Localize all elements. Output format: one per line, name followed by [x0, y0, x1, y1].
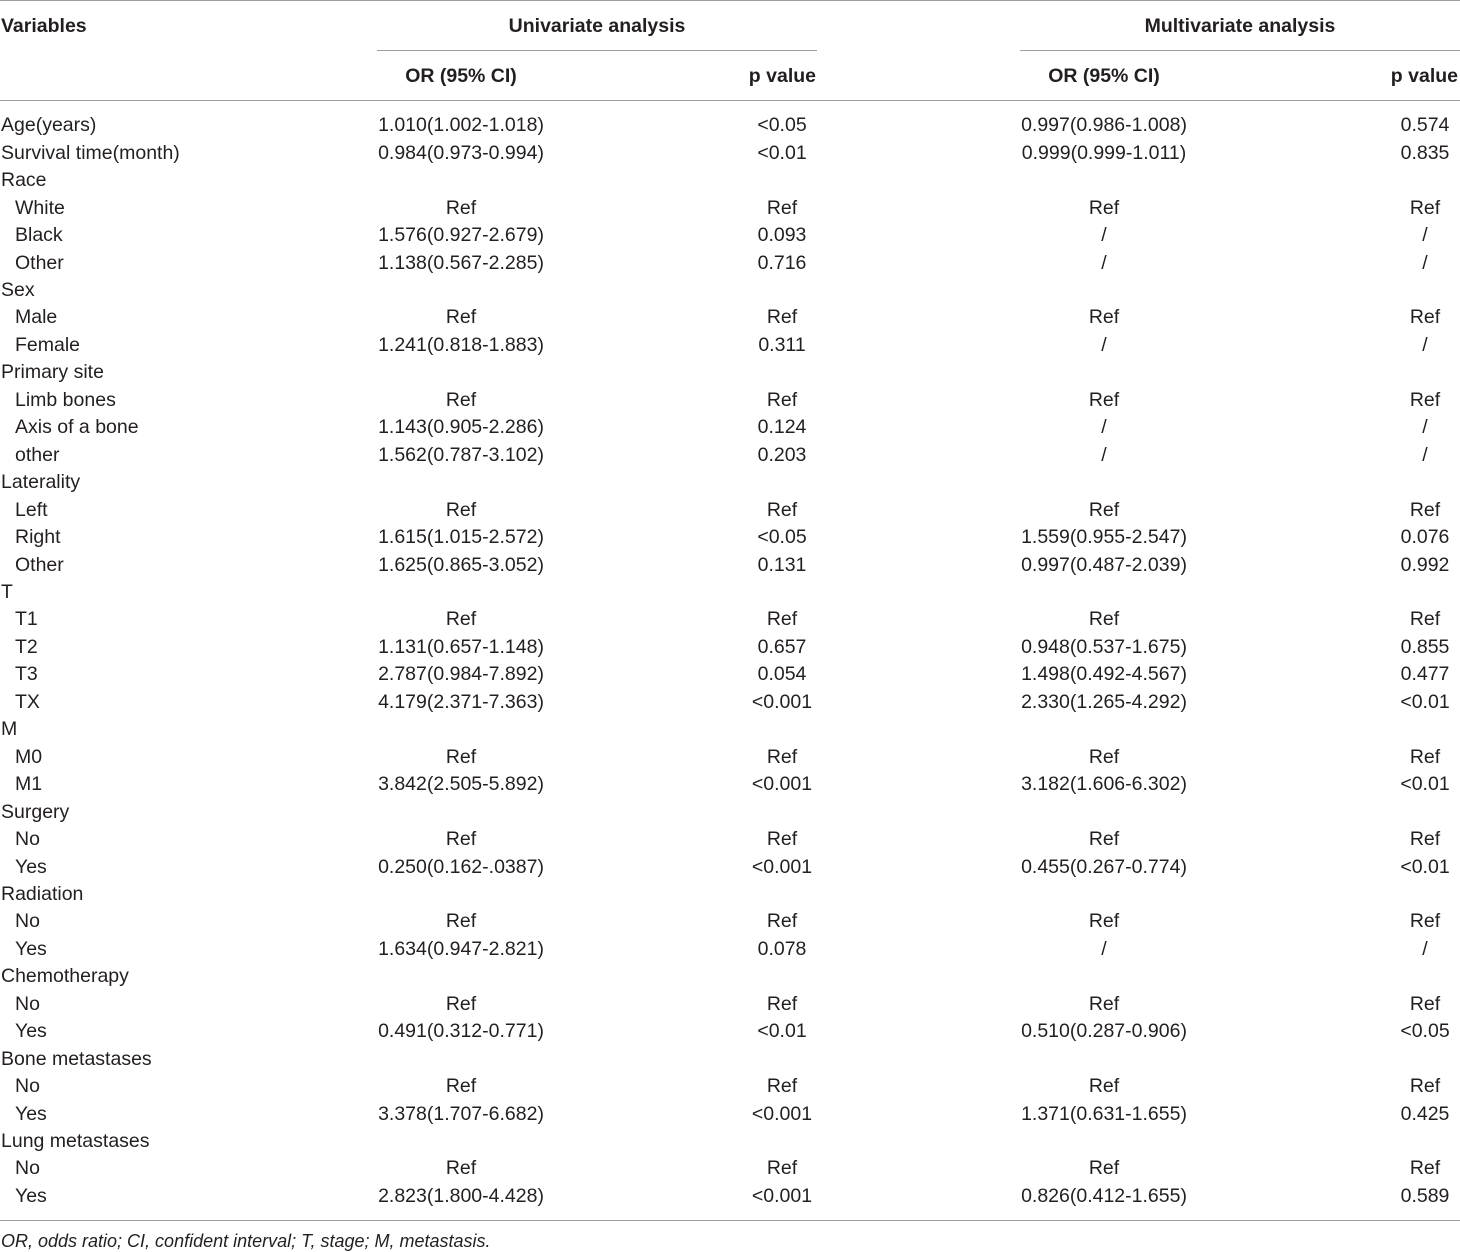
table-subrow [0, 634, 1460, 661]
univariate-or-cell: 1.131(0.657-1.148) [378, 635, 544, 658]
subrow-label: Male [15, 306, 58, 329]
multivariate-p-cell: <0.05 [1400, 1020, 1450, 1043]
multivariate-p-cell: 0.835 [1400, 141, 1450, 164]
multivariate-or-cell: / [1101, 251, 1107, 274]
multivariate-or-cell: Ref [1088, 992, 1120, 1015]
univariate-p-cell: <0.001 [751, 1102, 813, 1125]
univariate-or-cell: 1.576(0.927-2.679) [378, 224, 544, 247]
multivariate-or-cell: 0.455(0.267-0.774) [1021, 855, 1187, 878]
table-subrow [0, 661, 1460, 688]
multivariate-p-cell: / [1422, 251, 1428, 274]
univariate-or-cell: 1.625(0.865-3.052) [378, 553, 544, 576]
subrow-label: Black [15, 224, 63, 247]
row-label: Survival time(month) [1, 141, 180, 164]
multivariate-or-cell: / [1101, 416, 1107, 439]
table-row [0, 716, 1460, 743]
subrow-label: Other [15, 251, 64, 274]
univariate-or-cell: 1.615(1.015-2.572) [378, 526, 544, 549]
multivariate-p-cell: Ref [1409, 1157, 1441, 1180]
subrow-label: Yes [15, 1102, 47, 1125]
table-row [0, 167, 1460, 194]
table-row [0, 359, 1460, 386]
univariate-or-cell: Ref [445, 1075, 477, 1098]
univariate-p-cell: 0.203 [757, 443, 807, 466]
univariate-p-cell: <0.05 [757, 114, 807, 137]
table-body [0, 112, 1460, 1210]
subrow-label: No [15, 1157, 40, 1180]
multivariate-or-cell: Ref [1088, 910, 1120, 933]
univariate-p-cell: Ref [766, 828, 798, 851]
subrow-label: Axis of a bone [15, 416, 139, 439]
multivariate-or-cell: 1.371(0.631-1.655) [1021, 1102, 1187, 1125]
row-label: Surgery [1, 800, 70, 823]
table-subrow [0, 414, 1460, 441]
multivariate-p-cell: <0.01 [1400, 773, 1450, 796]
table-row [0, 881, 1460, 908]
table-subrow [0, 1183, 1460, 1210]
row-label: T [1, 580, 13, 603]
univariate-or-cell: 1.010(1.002-1.018) [378, 114, 544, 137]
subrow-label: Yes [15, 1184, 47, 1207]
univariate-p-cell: 0.124 [757, 416, 807, 439]
subrow-label: Right [15, 526, 61, 549]
univariate-p-cell: Ref [766, 992, 798, 1015]
table-row [0, 469, 1460, 496]
multivariate-or-cell: Ref [1088, 828, 1120, 851]
table-subrow [0, 222, 1460, 249]
subrow-label: M0 [15, 745, 43, 768]
univariate-p-cell: <0.001 [751, 773, 813, 796]
univariate-p-cell: <0.05 [757, 526, 807, 549]
multivariate-or-cell: / [1101, 443, 1107, 466]
multivariate-p-cell: Ref [1409, 828, 1441, 851]
table-subrow [0, 854, 1460, 881]
univariate-p-cell: 0.131 [757, 553, 807, 576]
multivariate-p-cell: <0.01 [1400, 690, 1450, 713]
subrow-label: Yes [15, 855, 47, 878]
subrow-label: No [15, 828, 40, 851]
multivariate-or-cell: Ref [1088, 1157, 1120, 1180]
univariate-or-cell: Ref [445, 196, 477, 219]
univariate-or-cell: 2.787(0.984-7.892) [378, 663, 544, 686]
multivariate-p-cell: Ref [1409, 306, 1441, 329]
multivariate-or-cell: 1.498(0.492-4.567) [1021, 663, 1187, 686]
univariate-or-cell: 1.138(0.567-2.285) [378, 251, 544, 274]
row-label: Bone metastases [1, 1047, 152, 1070]
univariate-p-cell: Ref [766, 498, 798, 521]
table-subrow [0, 606, 1460, 633]
subrow-label: Female [15, 333, 81, 356]
univariate-or-cell: Ref [445, 388, 477, 411]
row-label: Race [1, 169, 47, 192]
multivariate-p-cell: 0.574 [1400, 114, 1450, 137]
multivariate-or-cell: 0.826(0.412-1.655) [1021, 1184, 1187, 1207]
row-label: Chemotherapy [1, 965, 129, 988]
univariate-or-cell: 3.842(2.505-5.892) [378, 773, 544, 796]
table-subrow [0, 771, 1460, 798]
multivariate-or-cell: 0.948(0.537-1.675) [1021, 635, 1187, 658]
multivariate-p-cell: 0.425 [1400, 1102, 1450, 1125]
subrow-label: White [15, 196, 65, 219]
table-subrow [0, 744, 1460, 771]
table-subrow [0, 826, 1460, 853]
subrow-label: T2 [15, 635, 38, 658]
multivariate-or-cell: Ref [1088, 608, 1120, 631]
univariate-p-cell: Ref [766, 306, 798, 329]
table-subrow [0, 991, 1460, 1018]
multivariate-or-cell: Ref [1088, 388, 1120, 411]
multivariate-p-cell: Ref [1409, 910, 1441, 933]
univariate-p-cell: 0.093 [757, 224, 807, 247]
header-multivariate-p-value: p value [1390, 65, 1458, 87]
multivariate-or-cell: / [1101, 937, 1107, 960]
multivariate-p-cell: Ref [1409, 608, 1441, 631]
univariate-p-cell: 0.716 [757, 251, 807, 274]
subrow-label: T1 [15, 608, 38, 631]
multivariate-p-cell: 0.076 [1400, 526, 1450, 549]
multivariate-p-cell: Ref [1409, 388, 1441, 411]
subrow-label: Other [15, 553, 64, 576]
subrow-label: other [15, 443, 60, 466]
table-subrow [0, 332, 1460, 359]
header-univariate-or: OR (95% CI) [405, 65, 517, 87]
table-row [0, 112, 1460, 139]
univariate-header-rule [377, 50, 817, 51]
table-subrow [0, 1155, 1460, 1182]
table-subrow [0, 689, 1460, 716]
univariate-or-cell: Ref [445, 745, 477, 768]
multivariate-p-cell: / [1422, 224, 1428, 247]
univariate-p-cell: Ref [766, 388, 798, 411]
multivariate-p-cell: Ref [1409, 1075, 1441, 1098]
subrow-label: Left [15, 498, 48, 521]
subrow-label: No [15, 910, 40, 933]
multivariate-or-cell: 0.510(0.287-0.906) [1021, 1020, 1187, 1043]
table-subrow [0, 524, 1460, 551]
table-row [0, 1128, 1460, 1155]
subrow-label: Yes [15, 937, 47, 960]
univariate-p-cell: <0.001 [751, 855, 813, 878]
table-footnote: OR, odds ratio; CI, confident interval; T, stage; M, metastasis. [1, 1231, 491, 1251]
table-subrow [0, 908, 1460, 935]
univariate-or-cell: 0.491(0.312-0.771) [378, 1020, 544, 1043]
multivariate-or-cell: 0.999(0.999-1.011) [1021, 141, 1187, 164]
multivariate-p-cell: Ref [1409, 745, 1441, 768]
univariate-or-cell: 1.241(0.818-1.883) [378, 333, 544, 356]
row-label: M [1, 718, 18, 741]
header-multivariate-or: OR (95% CI) [1048, 65, 1160, 87]
multivariate-or-cell: 2.330(1.265-4.292) [1021, 690, 1187, 713]
univariate-p-cell: <0.001 [751, 1184, 813, 1207]
table-row [0, 140, 1460, 167]
table-subrow [0, 936, 1460, 963]
table-row [0, 579, 1460, 606]
univariate-or-cell: 4.179(2.371-7.363) [378, 690, 544, 713]
multivariate-p-cell: Ref [1409, 498, 1441, 521]
multivariate-or-cell: 0.997(0.986-1.008) [1021, 114, 1187, 137]
row-label: Sex [1, 278, 35, 301]
table-subrow [0, 1073, 1460, 1100]
table-row [0, 1046, 1460, 1073]
univariate-or-cell: Ref [445, 992, 477, 1015]
header-multivariate-analysis: Multivariate analysis [1144, 15, 1336, 37]
table-subrow [0, 250, 1460, 277]
table-subrow [0, 1101, 1460, 1128]
table-bottom-rule [0, 1220, 1460, 1221]
subrow-label: Limb bones [15, 388, 116, 411]
multivariate-p-cell: / [1422, 416, 1428, 439]
univariate-p-cell: Ref [766, 1075, 798, 1098]
row-label: Lung metastases [1, 1130, 150, 1153]
multivariate-p-cell: 0.855 [1400, 635, 1450, 658]
table-subrow [0, 497, 1460, 524]
univariate-or-cell: 1.143(0.905-2.286) [378, 416, 544, 439]
row-label: Laterality [1, 471, 81, 494]
univariate-or-cell: Ref [445, 828, 477, 851]
univariate-p-cell: <0.001 [751, 690, 813, 713]
multivariate-header-rule [1020, 50, 1460, 51]
univariate-or-cell: Ref [445, 498, 477, 521]
univariate-or-cell: Ref [445, 306, 477, 329]
univariate-p-cell: Ref [766, 745, 798, 768]
univariate-or-cell: Ref [445, 1157, 477, 1180]
header-univariate-p-value: p value [748, 65, 816, 87]
subrow-label: No [15, 1075, 40, 1098]
table-subrow [0, 304, 1460, 331]
multivariate-or-cell: Ref [1088, 196, 1120, 219]
multivariate-p-cell: / [1422, 937, 1428, 960]
table-row [0, 799, 1460, 826]
univariate-or-cell: Ref [445, 608, 477, 631]
univariate-p-cell: 0.078 [757, 937, 807, 960]
univariate-p-cell: Ref [766, 910, 798, 933]
multivariate-or-cell: Ref [1088, 498, 1120, 521]
univariate-p-cell: 0.054 [757, 663, 807, 686]
multivariate-or-cell: Ref [1088, 745, 1120, 768]
multivariate-or-cell: 1.559(0.955-2.547) [1021, 526, 1187, 549]
multivariate-or-cell: 3.182(1.606-6.302) [1021, 773, 1187, 796]
table-top-rule [0, 0, 1460, 1]
table-subrow [0, 442, 1460, 469]
table-subrow [0, 552, 1460, 579]
univariate-p-cell: 0.311 [758, 333, 806, 356]
univariate-p-cell: Ref [766, 196, 798, 219]
header-variables: Variables [1, 15, 87, 37]
multivariate-or-cell: / [1101, 224, 1107, 247]
subrow-label: T3 [15, 663, 38, 686]
table-subrow [0, 195, 1460, 222]
univariate-p-cell: <0.01 [757, 1020, 807, 1043]
univariate-p-cell: Ref [766, 1157, 798, 1180]
multivariate-p-cell: Ref [1409, 992, 1441, 1015]
univariate-or-cell: 3.378(1.707-6.682) [378, 1102, 544, 1125]
univariate-p-cell: <0.01 [757, 141, 807, 164]
multivariate-or-cell: 0.997(0.487-2.039) [1021, 553, 1187, 576]
row-label: Age(years) [1, 114, 97, 137]
univariate-p-cell: 0.657 [757, 635, 807, 658]
subrow-label: TX [15, 690, 40, 713]
row-label: Radiation [1, 882, 84, 905]
multivariate-or-cell: Ref [1088, 1075, 1120, 1098]
subrow-label: Yes [15, 1020, 47, 1043]
table-row [0, 963, 1460, 990]
univariate-or-cell: 1.634(0.947-2.821) [378, 937, 544, 960]
univariate-or-cell: 0.984(0.973-0.994) [378, 141, 544, 164]
multivariate-or-cell: / [1101, 333, 1107, 356]
table-subrow [0, 387, 1460, 414]
header-univariate-analysis: Univariate analysis [508, 15, 686, 37]
multivariate-p-cell: 0.477 [1400, 663, 1450, 686]
multivariate-p-cell: 0.589 [1400, 1184, 1450, 1207]
subrow-label: No [15, 992, 40, 1015]
subrow-label: M1 [15, 773, 43, 796]
row-label: Primary site [1, 361, 104, 384]
univariate-or-cell: 1.562(0.787-3.102) [378, 443, 544, 466]
multivariate-p-cell: Ref [1409, 196, 1441, 219]
table-subrow [0, 1018, 1460, 1045]
multivariate-or-cell: Ref [1088, 306, 1120, 329]
multivariate-p-cell: / [1422, 443, 1428, 466]
multivariate-p-cell: 0.992 [1400, 553, 1450, 576]
table-row [0, 277, 1460, 304]
univariate-or-cell: 0.250(0.162-.0387) [378, 855, 544, 878]
multivariate-p-cell: <0.01 [1400, 855, 1450, 878]
multivariate-p-cell: / [1422, 333, 1428, 356]
univariate-p-cell: Ref [766, 608, 798, 631]
univariate-or-cell: Ref [445, 910, 477, 933]
univariate-or-cell: 2.823(1.800-4.428) [378, 1184, 544, 1207]
header-bottom-rule [0, 100, 1460, 101]
